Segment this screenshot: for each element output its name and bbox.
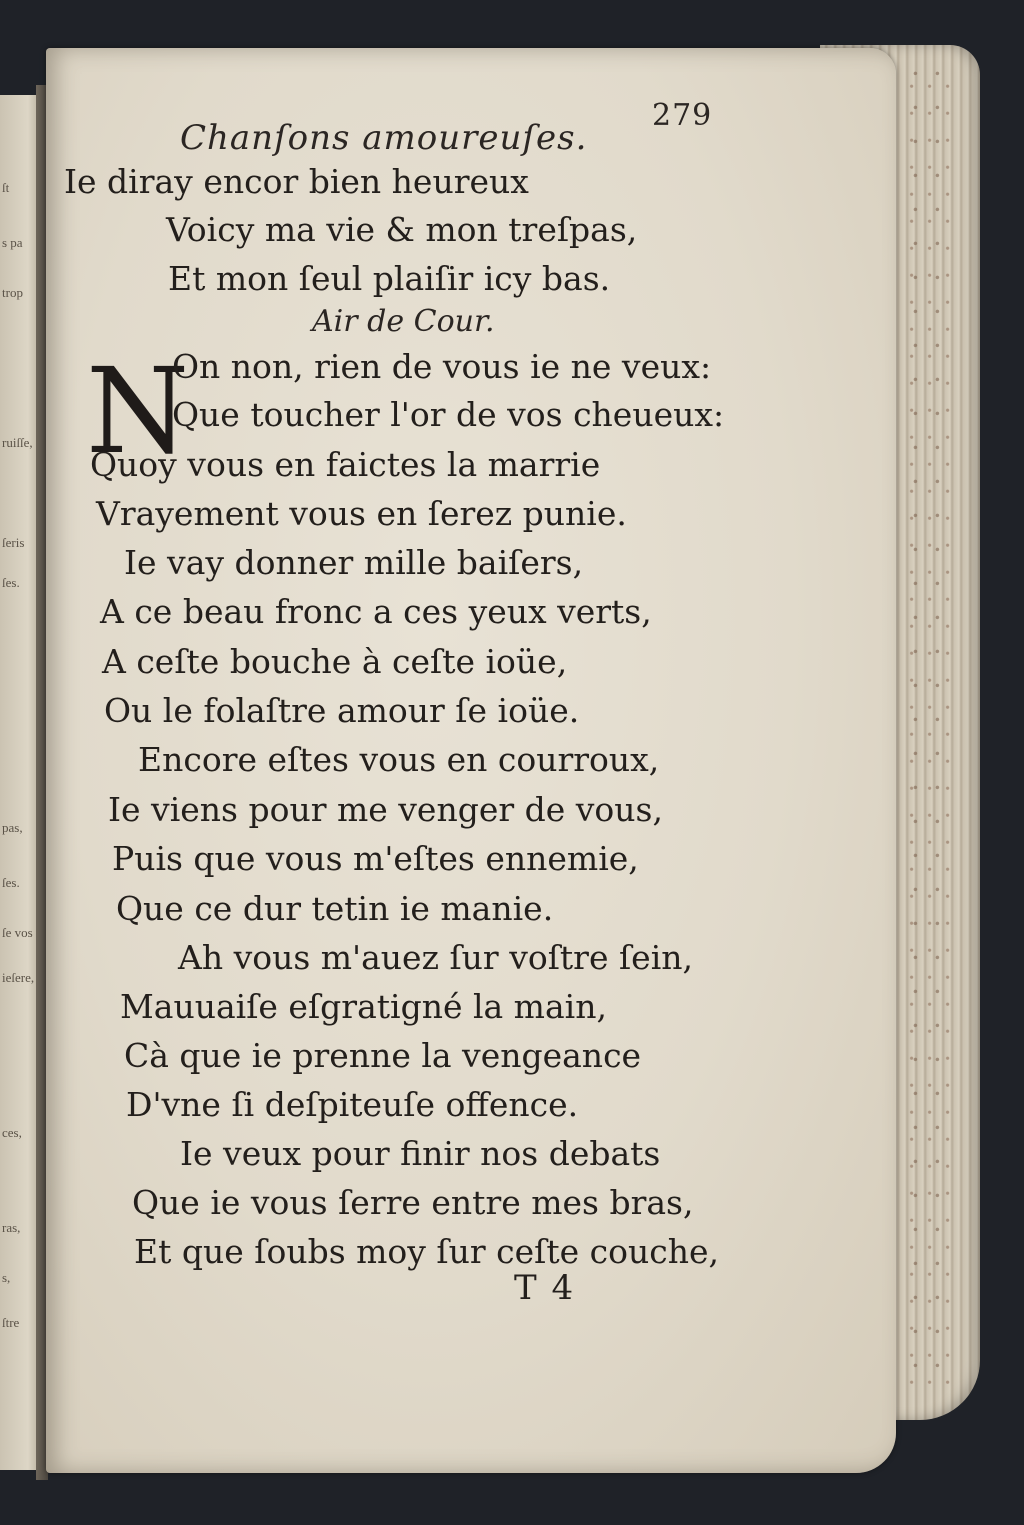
left-page-fragment: s pa — [2, 235, 23, 250]
drop-cap: N — [86, 342, 190, 480]
verse-line: Que ce dur tetin ie manie. — [116, 889, 554, 928]
left-page-fragment: pas, — [2, 820, 23, 835]
section-title: Air de Cour. — [312, 304, 495, 339]
verse-line: D'vne ſi deſpiteuſe offence. — [126, 1085, 579, 1124]
verse-line: Et mon ſeul plaiſir icy bas. — [168, 259, 611, 298]
verse-line: Puis que vous m'eſtes ennemie, — [112, 839, 639, 878]
left-page-fragment: ſe vos — [2, 925, 33, 940]
verse-line: Quoy vous en faictes la marrie — [90, 445, 601, 484]
verse-line: Encore eſtes vous en courroux, — [138, 740, 660, 779]
verse-line: Ie vay donner mille baiſers, — [124, 543, 584, 582]
left-page-fragment: ſes. — [2, 575, 20, 590]
verse-line: Cà que ie prenne la vengeance — [124, 1036, 642, 1075]
left-page-fragment: ſeris — [2, 535, 25, 550]
left-page-fragment: ieſere, — [2, 970, 35, 985]
page-number: 279 — [652, 98, 713, 133]
left-page-fragment: ces, — [2, 1125, 22, 1140]
verse-line: Que ie vous ſerre entre mes bras, — [132, 1183, 694, 1222]
verse-line: Mauuaiſe eſgratigné la main, — [120, 987, 607, 1026]
left-page-fragment: ſtre — [2, 1315, 20, 1330]
verse-line: A ce beau fronc a ces yeux verts, — [100, 592, 652, 631]
verse-line: Ie veux pour finir nos debats — [180, 1134, 661, 1173]
verse-line: Vrayement vous en ſerez punie. — [96, 494, 627, 533]
verse-line: Ie diray encor bien heureux — [64, 162, 529, 201]
left-page-fragment: ras, — [2, 1220, 21, 1235]
verse-line: A ceſte bouche à ceſte ioüe, — [102, 642, 568, 681]
left-page-fragment: ruiſſe, — [2, 435, 33, 450]
left-page-fragment: ſes. — [2, 875, 20, 890]
left-page-fragment: s, — [2, 1270, 11, 1285]
left-page-fragment: ſt — [2, 180, 10, 195]
signature-mark: T 4 — [514, 1268, 576, 1308]
verse-line: Voicy ma vie & mon treſpas, — [166, 210, 638, 249]
verse-line: Ah vous m'auez ſur voſtre ſein, — [178, 938, 694, 977]
verse-line: Ou le folaſtre amour ſe ioüe. — [104, 691, 580, 730]
left-page-fragment: trop — [2, 285, 23, 300]
verse-line: Et que ſoubs moy ſur ceſte couche, — [134, 1232, 720, 1271]
verse-line: Ie viens pour me venger de vous, — [108, 790, 663, 829]
running-head: Chanſons amoureuſes. — [180, 118, 588, 158]
left-page-edge — [0, 95, 40, 1470]
verse-line: On non, rien de vous ie ne veux: — [172, 347, 712, 386]
verse-line: Que toucher l'or de vos cheueux: — [172, 395, 725, 434]
